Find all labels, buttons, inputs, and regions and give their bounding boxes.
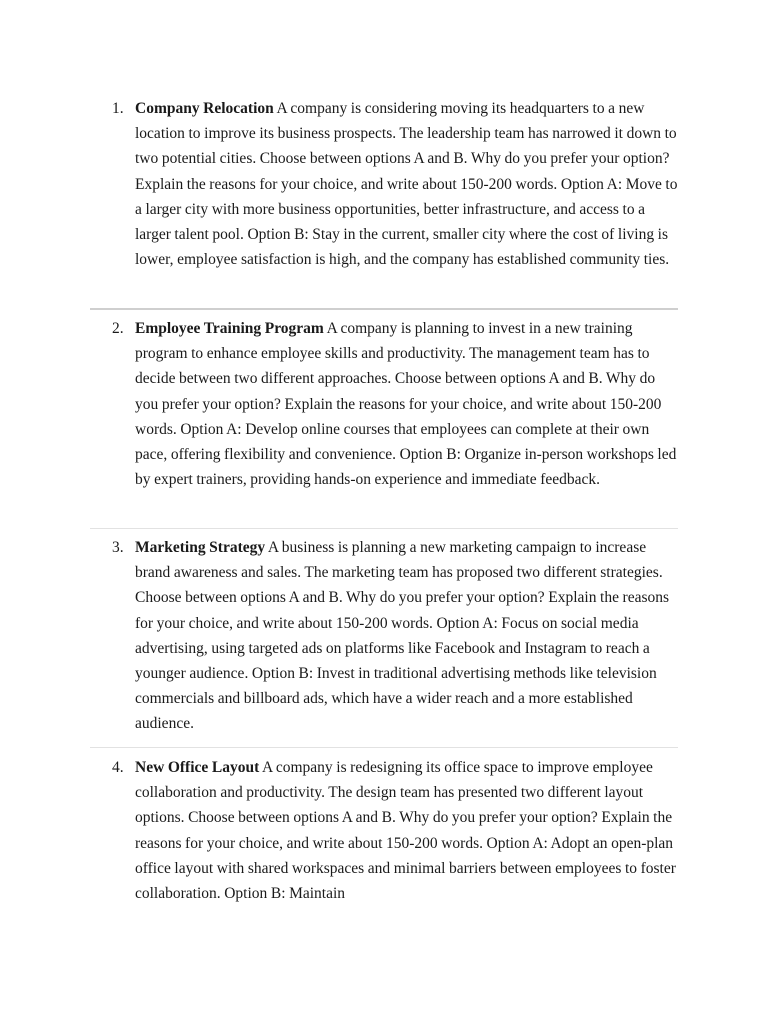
item-text — [135, 535, 678, 737]
item-body: A business is planning a new marketing campaign to increase brand awareness and sales. The marketing team has proposed two different strategies. Choose between options A and B. Why do you prefer your option? Explain the reasons for your choice, and write about 150-200 words. Option A: Focus on social media advertising, using targeted ads on platforms like Facebook and Instagram to reach a younger audience. Option B: Invest in traditional advertising methods like television commercials and billboard ads, which have a wider reach and a more established audience. — [135, 539, 670, 733]
item-title: Employee Training Program — [135, 320, 324, 337]
list-item-company-relocation — [90, 96, 678, 272]
item-title: Marketing Strategy — [135, 539, 266, 556]
item-text — [135, 316, 678, 492]
divider — [90, 747, 678, 748]
item-title: New Office Layout — [135, 759, 260, 776]
item-title: Company Relocation — [135, 100, 274, 117]
item-number: 2. — [112, 320, 124, 337]
divider — [90, 528, 678, 529]
list-item-employee-training-program — [90, 316, 678, 492]
item-number: 4. — [112, 759, 124, 776]
item-text — [135, 96, 678, 272]
item-body: A company is considering moving its headquarters to a new location to improve its business prospects. The leadership team has narrowed it down to two potential cities. Choose between options A and B. Why do you prefer your option? Explain the reasons for your choice, and write about 150-200 words. Option A: Move to a larger city with more business opportunities, better infrastructure, and access to a larger talent pool. Option B: Stay in the current, smaller city where the cost of living is lower, employee satisfaction is high, and the company has established community ties. — [135, 100, 678, 269]
item-text — [135, 755, 678, 906]
item-body: A company is redesigning its office space to improve employee collaboration and productivity. The design team has presented two different layout options. Choose between options A and B. Why do you prefer your option? Explain the reasons for your choice, and write about 150-200 words. Option A: Adopt an open-plan office layout with shared workspaces and minimal barriers between employees to foster collaboration. Option B: Maintain — [135, 759, 676, 903]
list-item-marketing-strategy — [90, 535, 678, 737]
item-number: 3. — [112, 539, 124, 556]
list-item-new-office-layout — [90, 755, 678, 906]
divider — [90, 308, 678, 310]
item-body: A company is planning to invest in a new training program to enhance employee skills and productivity. The management team has to decide between two different approaches. Choose between options A and B. Why do you prefer your option? Explain the reasons for your choice, and write about 150-200 words. Option A: Develop online courses that employees can complete at their own pace, offering flexibility and convenience. Option B: Organize in-person workshops led by expert trainers, providing hands-on experience and immediate feedback. — [135, 320, 677, 489]
item-number: 1. — [112, 100, 124, 117]
